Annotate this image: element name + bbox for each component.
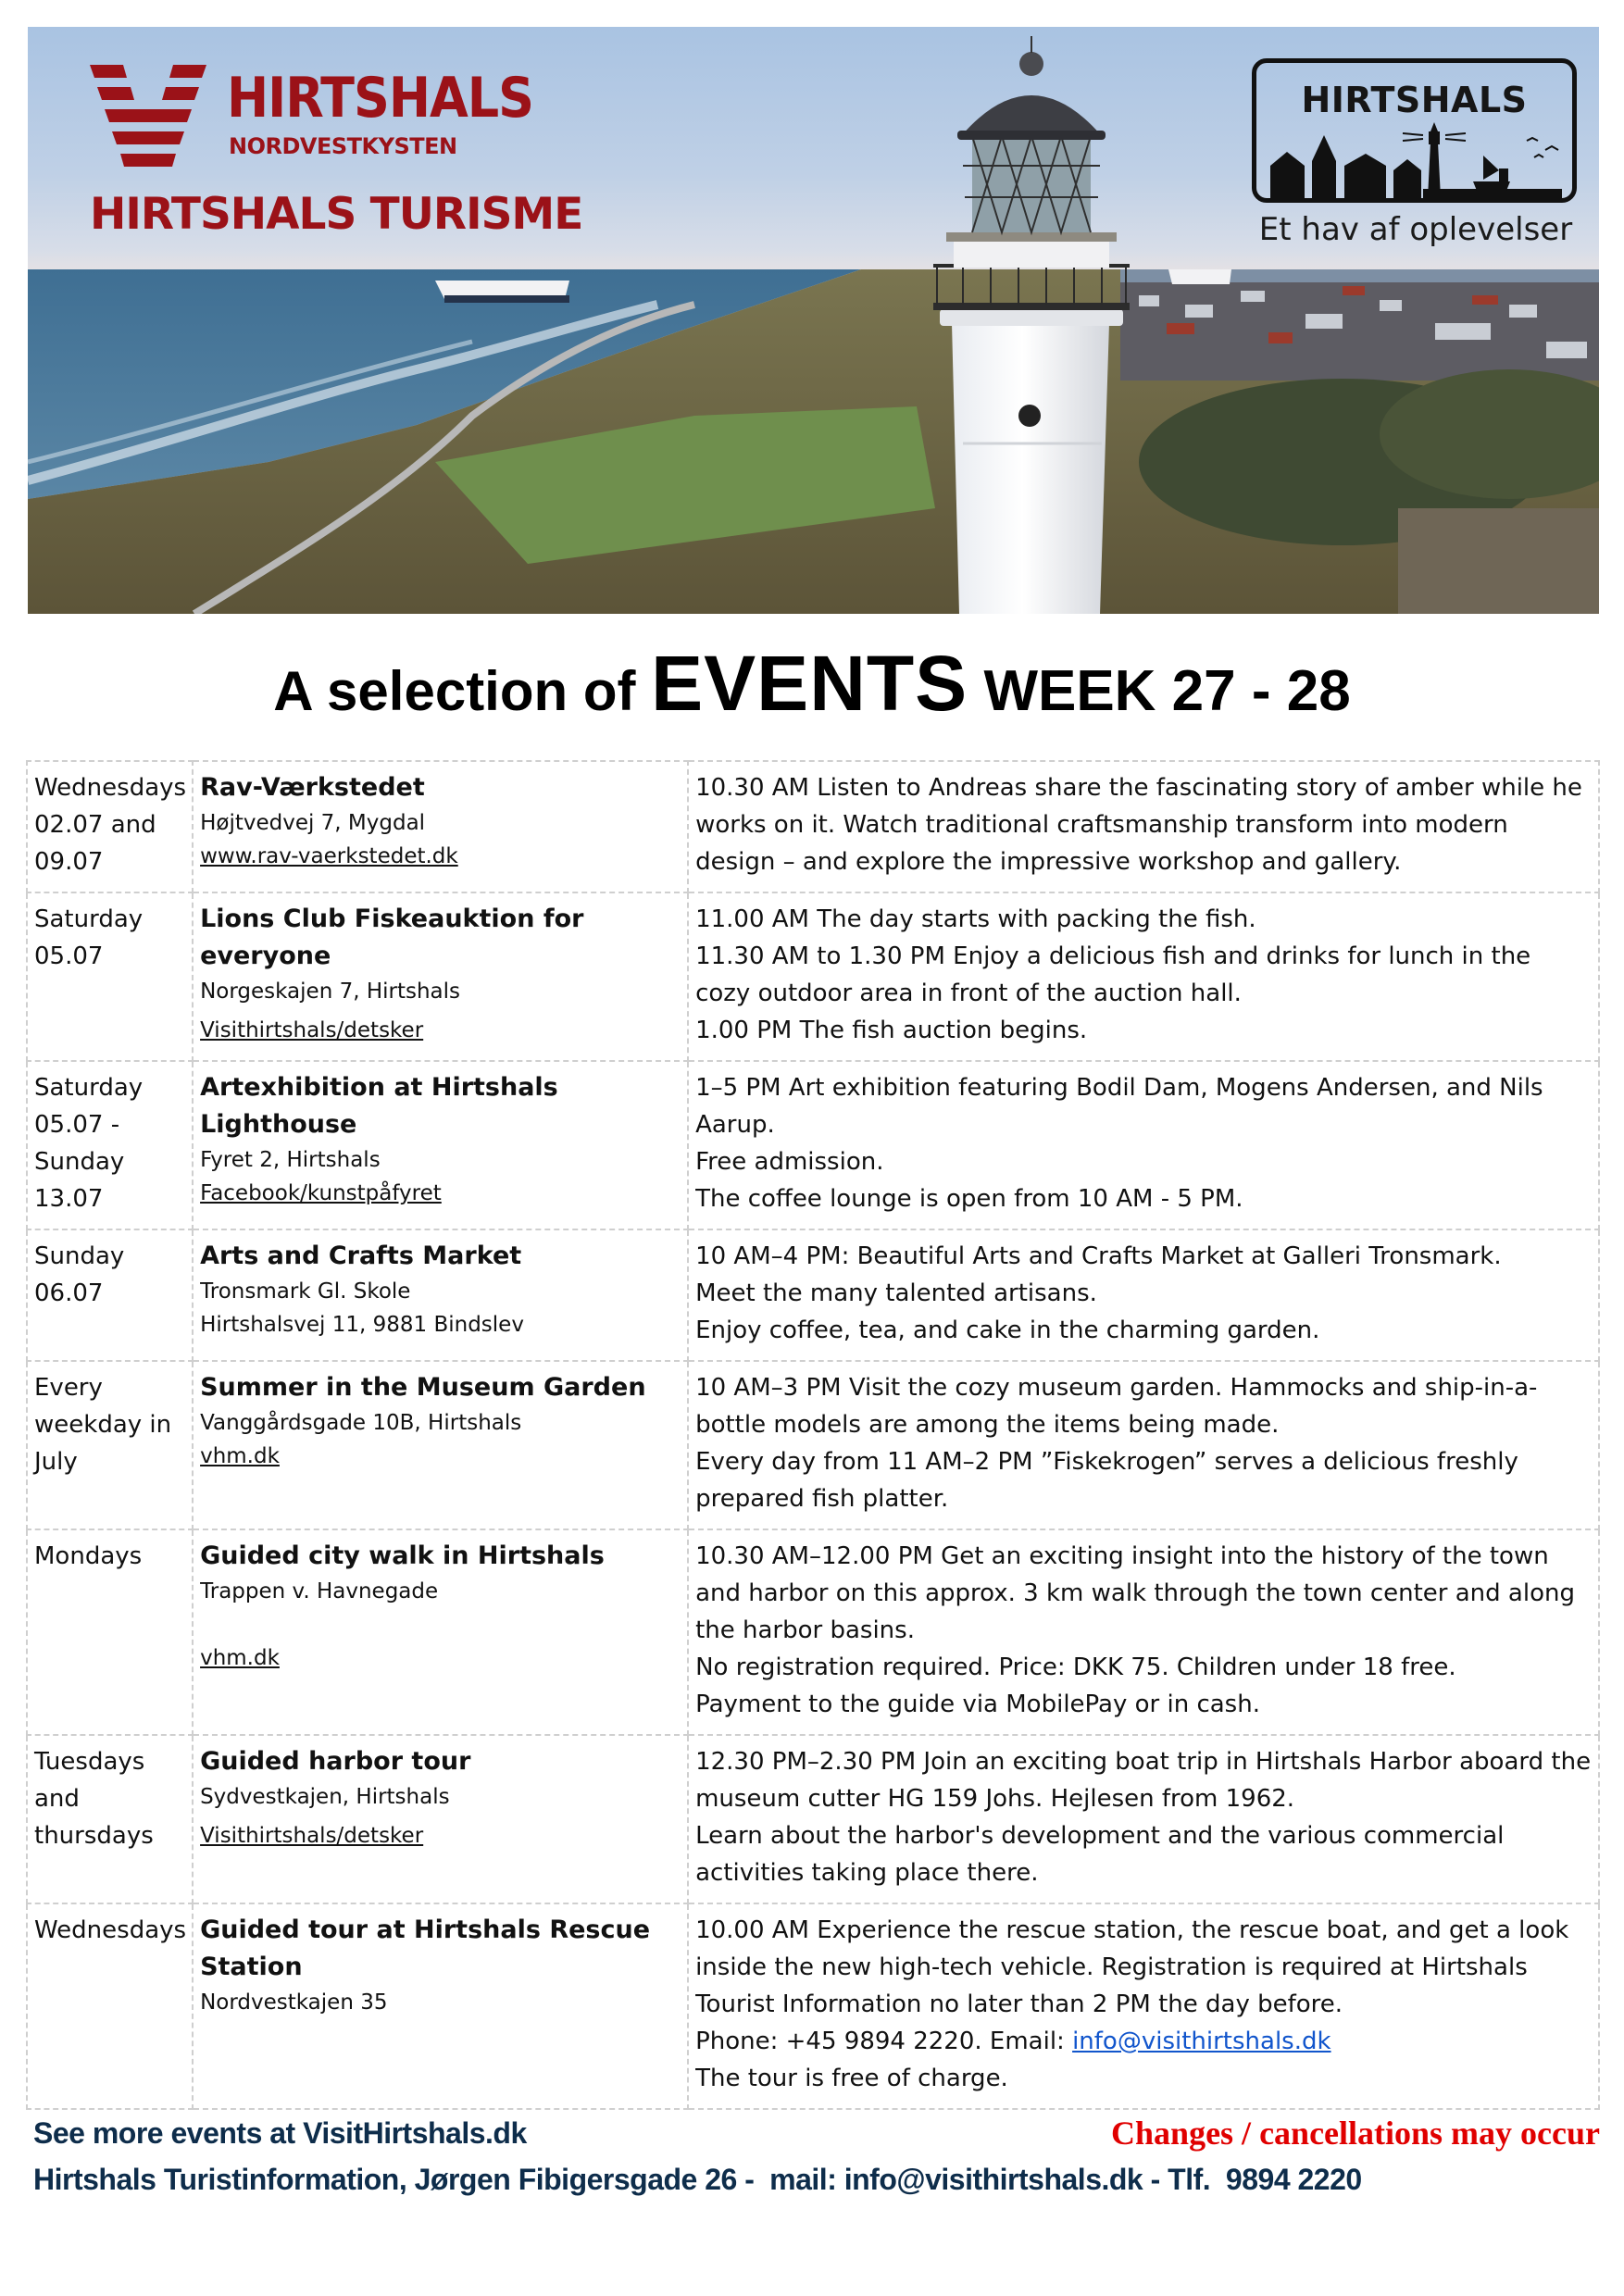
page-title [0, 639, 1624, 729]
event-website-link[interactable]: vhm.dk [200, 1646, 280, 1670]
event-description-line: Payment to the guide via MobilePay or in cash. [695, 1691, 1260, 1718]
event-name: Summer in the Museum Garden [200, 1373, 646, 1402]
event-venue-cell [193, 1229, 688, 1361]
event-contact-line [695, 2023, 1593, 2060]
town-sign-logo [1224, 58, 1573, 262]
event-description-line: No registration required. Price: DKK 75. Children under 18 free. [695, 1653, 1456, 1681]
event-website-link[interactable]: Visithirtshals/detsker [200, 1018, 424, 1042]
event-venue-cell [193, 1735, 688, 1903]
event-row [27, 1061, 1599, 1229]
event-description-cell [688, 1229, 1599, 1361]
v-chevron-logo-icon [90, 65, 206, 167]
event-description-cell [688, 1061, 1599, 1229]
event-venue-cell [193, 1529, 688, 1735]
event-row [27, 1903, 1599, 2109]
event-row [27, 1361, 1599, 1529]
event-description-line: Free admission. [695, 1148, 884, 1176]
event-date-line: Every [34, 1374, 103, 1402]
event-date-line: 06.07 [34, 1279, 104, 1307]
event-address: Vanggårdsgade 10B, Hirtshals [200, 1411, 522, 1435]
event-date-cell [27, 1735, 193, 1903]
event-description-line: 1.00 PM The fish auction begins. [695, 1017, 1088, 1044]
event-website-link[interactable]: www.rav-vaerkstedet.dk [200, 844, 458, 868]
event-date-cell [27, 1903, 193, 2109]
event-address: Højtvedvej 7, Mygdal [200, 811, 426, 835]
event-date-line: 09.07 [34, 848, 104, 876]
event-address: Hirtshalsvej 11, 9881 Bindslev [200, 1313, 524, 1337]
event-date-line: July [34, 1448, 78, 1476]
event-row [27, 1229, 1599, 1361]
event-description-cell [688, 892, 1599, 1061]
event-address: Nordvestkajen 35 [200, 1990, 388, 2015]
event-name: Rav-Værkstedet [200, 773, 425, 802]
event-venue-cell [193, 1061, 688, 1229]
contact-email-link[interactable]: info@visithirtshals.dk [1072, 2028, 1331, 2055]
event-description-line: 1–5 PM Art exhibition featuring Bodil Dam, Mogens Andersen, and Nils Aarup. [695, 1074, 1543, 1139]
brand-org-name: HIRTSHALS TURISME [90, 189, 583, 240]
event-description-cell [688, 1529, 1599, 1735]
event-date-line: weekday in [34, 1411, 172, 1439]
event-venue-cell [193, 892, 688, 1061]
event-website-link[interactable]: vhm.dk [200, 1444, 280, 1468]
event-description-cell [688, 1903, 1599, 2109]
event-date-line: Saturday [34, 905, 144, 933]
event-date-line: Saturday [34, 1074, 144, 1102]
event-venue-cell [193, 1361, 688, 1529]
event-description-line: 11.30 AM to 1.30 PM Enjoy a delicious fish and drinks for lunch in the cozy outdoor area in front of the auction hall. [695, 942, 1531, 1007]
town-sign-name: HIRTSHALS [1301, 80, 1528, 120]
title-events: EVENTS [651, 640, 968, 727]
event-description-line: Learn about the harbor's development and the various commercial activities taking place there. [695, 1822, 1505, 1887]
event-date-line: 05.07 [34, 942, 104, 970]
event-date-line: Sunday 13.07 [34, 1148, 125, 1213]
event-description-line: 10.30 AM–12.00 PM Get an exciting insight into the history of the town and harbor on this approx. 3 km walk through the town center and along the harbor basins. [695, 1542, 1575, 1644]
event-address: Fyret 2, Hirtshals [200, 1148, 381, 1172]
event-website-link[interactable]: Facebook/kunstpåfyret [200, 1181, 442, 1205]
event-description-line: 12.30 PM–2.30 PM Join an exciting boat trip in Hirtshals Harbor aboard the museum cutter HG 159 Johs. Hejlesen from 1962. [695, 1748, 1592, 1813]
event-row [27, 1735, 1599, 1903]
event-date-cell [27, 761, 193, 892]
event-date-cell [27, 1229, 193, 1361]
event-description-line: 10 AM–3 PM Visit the cozy museum garden. Hammocks and ship-in-a-bottle models are among the items being made. [695, 1374, 1538, 1439]
event-address: Sydvestkajen, Hirtshals [200, 1785, 450, 1809]
event-description-line: Meet the many talented artisans. [695, 1279, 1097, 1307]
event-name: Guided city walk in Hirtshals [200, 1541, 605, 1570]
event-description-line: 10.30 AM Listen to Andreas share the fascinating story of amber while he works on it. Watch traditional craftsmanship transform into modern design – and explore the impressive workshop and gallery. [695, 774, 1582, 876]
changes-warning: Changes / cancellations may occur [1111, 2115, 1600, 2152]
event-date-line: 05.07 - [34, 1111, 120, 1139]
title-prefix: A selection of [273, 660, 652, 722]
contact-info: Hirtshals Turistinformation, Jørgen Fibigersgade 26 - mail: info@visithirtshals.dk - Tlf. 9894 2220 [33, 2163, 1362, 2196]
hero-photo [28, 27, 1599, 614]
event-date-line: Sunday [34, 1242, 125, 1270]
event-description-line: The coffee lounge is open from 10 AM - 5 PM. [695, 1185, 1243, 1213]
brand-name: HIRTSHALS [227, 66, 534, 131]
event-description-line: Every day from 11 AM–2 PM ”Fiskekrogen” serves a delicious freshly prepared fish platter. [695, 1448, 1518, 1513]
event-name: Artexhibition at Hirtshals Lighthouse [200, 1073, 558, 1139]
event-row [27, 892, 1599, 1061]
event-date-line: Wednesdays [34, 774, 187, 802]
event-date-cell [27, 892, 193, 1061]
town-sign-tagline: Et hav af oplevelser [1258, 211, 1573, 248]
event-description-line: Enjoy coffee, tea, and cake in the charming garden. [695, 1316, 1320, 1344]
event-date-line: Tuesdays and [34, 1748, 145, 1813]
contact-phone-text: Phone: +45 9894 2220. Email: [695, 2028, 1073, 2055]
event-description-cell [688, 1361, 1599, 1529]
event-date-line: Mondays [34, 1542, 143, 1570]
event-name: Guided harbor tour [200, 1747, 471, 1776]
event-name: Lions Club Fiskeauktion for everyone [200, 905, 584, 970]
event-date-line: Wednesdays [34, 1916, 187, 1944]
event-date-cell [27, 1529, 193, 1735]
event-description-line: 10.00 AM Experience the rescue station, the rescue boat, and get a look inside the new high-tech vehicle. Registration is required at Hirtshals Tourist Information no later than 2 PM the day before. [695, 1916, 1569, 2018]
event-row [27, 761, 1599, 892]
event-name: Guided tour at Hirtshals Rescue Station [200, 1915, 651, 1981]
event-description-cell [688, 761, 1599, 892]
brand-subtitle: NORDVESTKYSTEN [229, 133, 457, 159]
event-name: Arts and Crafts Market [200, 1242, 522, 1270]
events-table [26, 760, 1600, 2110]
event-description-line: 10 AM–4 PM: Beautiful Arts and Crafts Market at Galleri Tronsmark. [695, 1242, 1502, 1270]
event-venue-cell [193, 1903, 688, 2109]
event-date-line: thursdays [34, 1822, 154, 1850]
event-row [27, 1529, 1599, 1735]
event-website-link[interactable]: Visithirtshals/detsker [200, 1824, 424, 1848]
event-venue-cell [193, 761, 688, 892]
event-address: Trappen v. Havnegade [200, 1579, 439, 1603]
event-date-cell [27, 1061, 193, 1229]
event-closing-line: The tour is free of charge. [695, 2065, 1008, 2092]
skyline-icon [1256, 115, 1572, 198]
town-sign-box [1252, 58, 1577, 203]
event-description-line: 11.00 AM The day starts with packing the fish. [695, 905, 1256, 933]
event-address: Tronsmark Gl. Skole [200, 1279, 411, 1304]
event-date-line: 02.07 and [34, 811, 156, 839]
event-date-cell [27, 1361, 193, 1529]
event-address: Norgeskajen 7, Hirtshals [200, 980, 461, 1004]
more-events-link[interactable]: See more events at VisitHirtshals.dk [33, 2116, 527, 2150]
event-description-cell [688, 1735, 1599, 1903]
title-week-range: WEEK 27 - 28 [968, 659, 1351, 723]
